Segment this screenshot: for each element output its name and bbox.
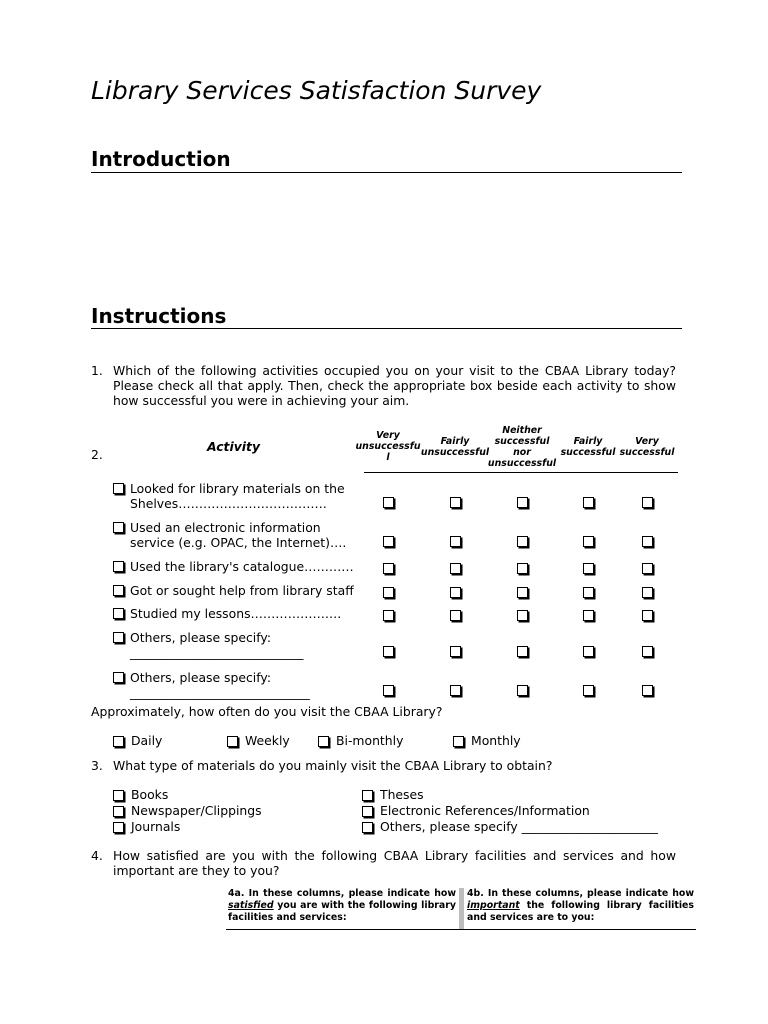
instructions-heading: Instructions — [91, 304, 227, 328]
frequency-checkbox[interactable] — [453, 736, 464, 747]
rating-checkbox-3[interactable] — [517, 536, 528, 547]
activity-label-line: service (e.g. OPAC, the Internet)…. — [130, 535, 347, 550]
rating-checkbox-4[interactable] — [583, 536, 594, 547]
frequency-option-label: Bi-monthly — [336, 733, 404, 748]
page-title: Library Services Satisfaction Survey — [91, 76, 542, 105]
q4-number: 4. — [91, 848, 103, 863]
rating-checkbox-1[interactable] — [383, 587, 394, 598]
activity-label-line: Others, please specify: — [130, 670, 272, 685]
rating-checkbox-5[interactable] — [642, 646, 653, 657]
column-header-5 — [609, 436, 685, 458]
activity-select-checkbox[interactable] — [113, 483, 124, 494]
column-header-line: Very — [376, 430, 400, 441]
activity-select-checkbox[interactable] — [113, 672, 124, 683]
introduction-divider — [91, 172, 682, 173]
material-checkbox[interactable] — [362, 790, 373, 801]
q1-text: Which of the following activities occupied you on your visit to the CBAA Library today? Please check all that apply. Then, check the appropriate box beside each activity to show how successful you were in achieving your aim. — [113, 363, 676, 408]
activity-header: Activity — [207, 439, 261, 454]
q4b-emphasis: important — [467, 900, 520, 911]
rating-checkbox-5[interactable] — [642, 563, 653, 574]
rating-checkbox-4[interactable] — [583, 587, 594, 598]
material-option-label: Journals — [131, 819, 181, 834]
q4-question: How satisfied are you with the following CBAA Library facilities and services and how important are they to you? — [113, 848, 676, 878]
activity-label — [130, 559, 354, 574]
frequency-option-label: Daily — [131, 733, 163, 748]
rating-checkbox-3[interactable] — [517, 685, 528, 696]
rating-checkbox-5[interactable] — [642, 536, 653, 547]
rating-checkbox-1[interactable] — [383, 497, 394, 508]
rating-checkbox-4[interactable] — [583, 685, 594, 696]
frequency-checkbox[interactable] — [113, 736, 124, 747]
q4b-rest: the following library facilities and services are to you: — [467, 900, 694, 923]
rating-checkbox-3[interactable] — [517, 563, 528, 574]
rating-checkbox-5[interactable] — [642, 587, 653, 598]
rating-checkbox-5[interactable] — [642, 610, 653, 621]
rating-checkbox-4[interactable] — [583, 563, 594, 574]
rating-checkbox-3[interactable] — [517, 497, 528, 508]
rating-checkbox-4[interactable] — [583, 646, 594, 657]
activity-select-checkbox[interactable] — [113, 522, 124, 533]
material-checkbox[interactable] — [113, 822, 124, 833]
column-header-3 — [484, 425, 560, 469]
q4b-header — [467, 888, 694, 924]
column-header-line: nor — [513, 447, 531, 458]
column-header-line: unsuccessful — [420, 447, 490, 458]
rating-checkbox-1[interactable] — [383, 563, 394, 574]
q3-question: What type of materials do you mainly visit the CBAA Library to obtain? — [113, 758, 553, 773]
rating-checkbox-5[interactable] — [642, 685, 653, 696]
rating-checkbox-1[interactable] — [383, 610, 394, 621]
instructions-divider — [91, 328, 682, 329]
q4a-rest: you are with the following library facilities and services: — [228, 900, 456, 923]
activity-label-line: ____________________________ — [130, 645, 304, 660]
activity-label-line: _____________________________ — [130, 685, 310, 700]
activity-label-line: Others, please specify: — [130, 630, 272, 645]
frequency-question: Approximately, how often do you visit the CBAA Library? — [91, 704, 443, 719]
q4a-header — [228, 888, 456, 924]
q4a-emphasis: satisfied — [228, 900, 274, 911]
material-option-label: Books — [131, 787, 169, 802]
activity-select-checkbox[interactable] — [113, 585, 124, 596]
rating-checkbox-2[interactable] — [450, 587, 461, 598]
column-header-line: successful — [560, 447, 616, 458]
introduction-heading: Introduction — [91, 147, 231, 171]
q4-column-separator — [459, 888, 464, 930]
frequency-option-label: Monthly — [471, 733, 521, 748]
frequency-option-label: Weekly — [245, 733, 290, 748]
activity-label-line: Used the library's catalogue………… — [130, 559, 354, 574]
activity-label — [130, 606, 341, 621]
rating-checkbox-4[interactable] — [583, 610, 594, 621]
rating-checkbox-5[interactable] — [642, 497, 653, 508]
activity-select-checkbox[interactable] — [113, 608, 124, 619]
rating-checkbox-1[interactable] — [383, 646, 394, 657]
column-header-line: Fairly — [573, 436, 603, 447]
column-header-line: successful — [619, 447, 675, 458]
rating-checkbox-3[interactable] — [517, 610, 528, 621]
activity-label — [130, 520, 346, 550]
q4a-prefix: 4a. In these columns, please indicate how — [228, 888, 456, 899]
activity-label — [130, 630, 303, 660]
q3-number: 3. — [91, 758, 103, 773]
activity-label-line: Got or sought help from library staff — [130, 583, 354, 598]
rating-checkbox-2[interactable] — [450, 536, 461, 547]
rating-checkbox-2[interactable] — [450, 646, 461, 657]
column-header-line: l — [386, 452, 390, 463]
material-option-label: Theses — [380, 787, 424, 802]
column-header-line: successful — [494, 436, 550, 447]
column-header-line: unsuccessful — [487, 458, 557, 469]
material-option-label: Others, please specify ______________________ — [380, 819, 658, 834]
material-checkbox[interactable] — [362, 806, 373, 817]
rating-checkbox-1[interactable] — [383, 536, 394, 547]
q4b-prefix: 4b. In these columns, please indicate how — [467, 888, 694, 899]
frequency-checkbox[interactable] — [318, 736, 329, 747]
rating-checkbox-2[interactable] — [450, 685, 461, 696]
activity-label-line: Used an electronic information — [130, 520, 321, 535]
rating-checkbox-1[interactable] — [383, 685, 394, 696]
table-header-divider — [364, 472, 678, 473]
material-checkbox[interactable] — [113, 806, 124, 817]
activity-select-checkbox[interactable] — [113, 632, 124, 643]
activity-label-line: Shelves……………………………… — [130, 496, 327, 511]
frequency-checkbox[interactable] — [227, 736, 238, 747]
rating-checkbox-4[interactable] — [583, 497, 594, 508]
activity-label — [130, 670, 310, 700]
column-header-2 — [417, 436, 493, 458]
q2-number: 2. — [91, 447, 103, 462]
column-header-line: Neither — [502, 425, 542, 436]
activity-select-checkbox[interactable] — [113, 561, 124, 572]
activity-label-line: Looked for library materials on the — [130, 481, 345, 496]
column-header-line: Very — [635, 436, 659, 447]
column-header-1 — [350, 430, 426, 463]
material-checkbox[interactable] — [113, 790, 124, 801]
rating-checkbox-2[interactable] — [450, 610, 461, 621]
q4-header-divider — [226, 929, 696, 930]
rating-checkbox-2[interactable] — [450, 563, 461, 574]
rating-checkbox-3[interactable] — [517, 587, 528, 598]
activity-label-line: Studied my lessons…………………. — [130, 606, 342, 621]
material-checkbox[interactable] — [362, 822, 373, 833]
activity-label — [130, 583, 354, 598]
rating-checkbox-2[interactable] — [450, 497, 461, 508]
q1-number: 1. — [91, 363, 103, 378]
material-option-label: Electronic References/Information — [380, 803, 590, 818]
rating-checkbox-3[interactable] — [517, 646, 528, 657]
activity-label — [130, 481, 345, 511]
column-header-line: unsuccessfu — [355, 441, 421, 452]
material-option-label: Newspaper/Clippings — [131, 803, 262, 818]
column-header-line: Fairly — [440, 436, 470, 447]
